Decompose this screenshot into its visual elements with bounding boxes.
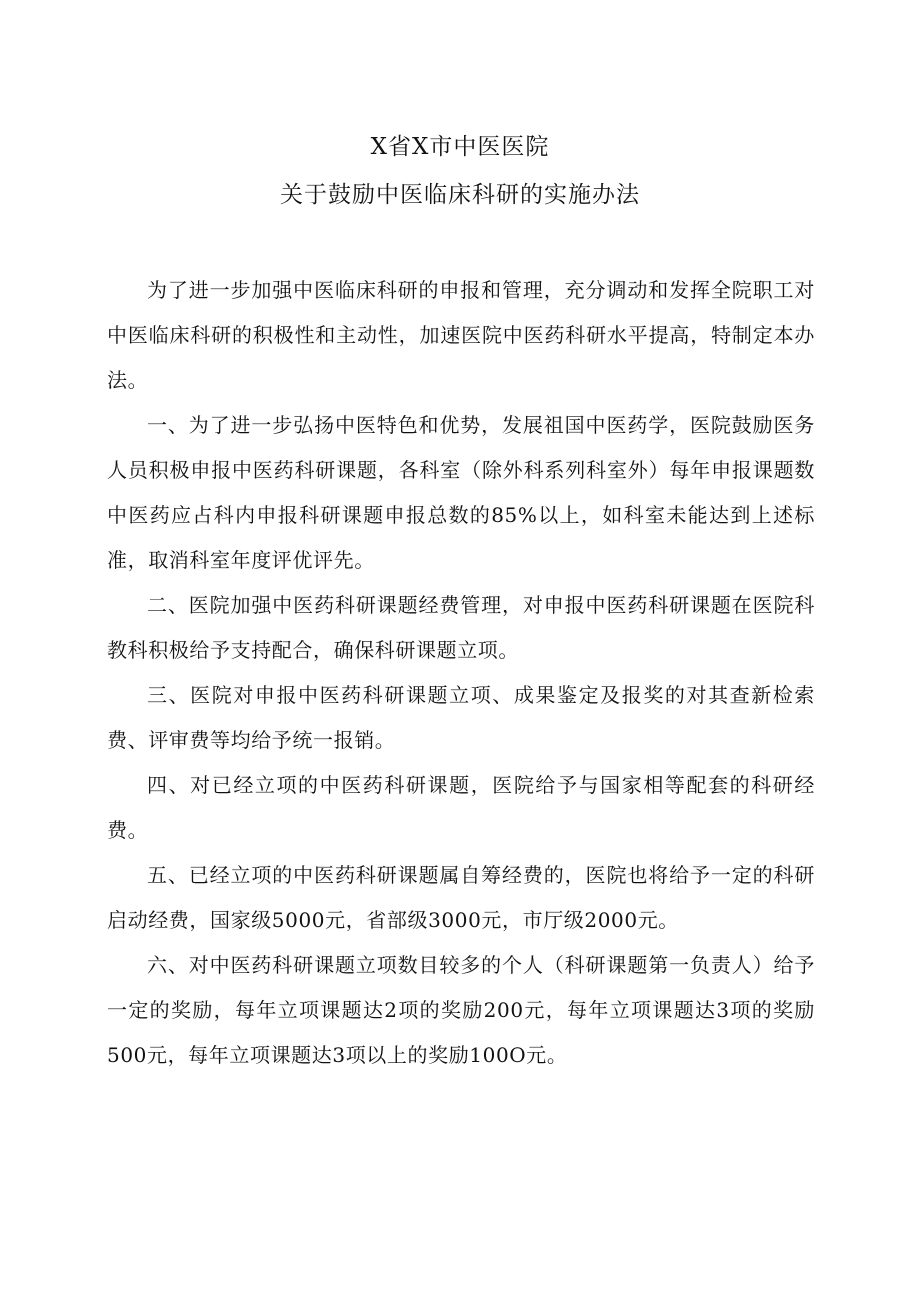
paragraph-article-1: 一、为了进一步弘扬中医特色和优势，发展祖国中医药学，医院鼓励医务人员积极申报中医药科研课题，各科室（除外科系列科室外）每年申报课题数中医药应占科内申报科研课题申报总数的85%以上，如科室未能达到上述标准，取消科室年度评优评先。 <box>107 413 815 572</box>
paragraph-article-6: 六、对中医药科研课题立项数目较多的个人（科研课题第一负责人）给予一定的奖励，每年立项课题达2项的奖励200元，每年立项课题达3项的奖励500元，每年立项课题达3项以上的奖励100O元。 <box>107 953 815 1067</box>
paragraph-article-2: 二、医院加强中医药科研课题经费管理，对申报中医药科研课题在医院科教科积极给予支持配合，确保科研课题立项。 <box>107 593 815 662</box>
paragraph-article-4: 四、对已经立项的中医药科研课题，医院给予与国家相等配套的科研经费。 <box>107 773 815 842</box>
paragraph-article-3: 三、医院对申报中医药科研课题立项、成果鉴定及报奖的对其查新检索费、评审费等均给予统一报销。 <box>107 683 815 752</box>
document-title-line1: X省X市中医医院 <box>370 134 550 160</box>
document-title-line2: 关于鼓励中医临床科研的实施办法 <box>280 182 640 208</box>
paragraph-article-5: 五、已经立项的中医药科研课题属自筹经费的，医院也将给予一定的科研启动经费，国家级5000元，省部级3000元，市厅级2000元。 <box>107 863 815 932</box>
document-body <box>107 268 815 1078</box>
paragraph-intro: 为了进一步加强中医临床科研的申报和管理，充分调动和发挥全院职工对中医临床科研的积极性和主动性，加速医院中医药科研水平提高，特制定本办法。 <box>107 278 815 392</box>
